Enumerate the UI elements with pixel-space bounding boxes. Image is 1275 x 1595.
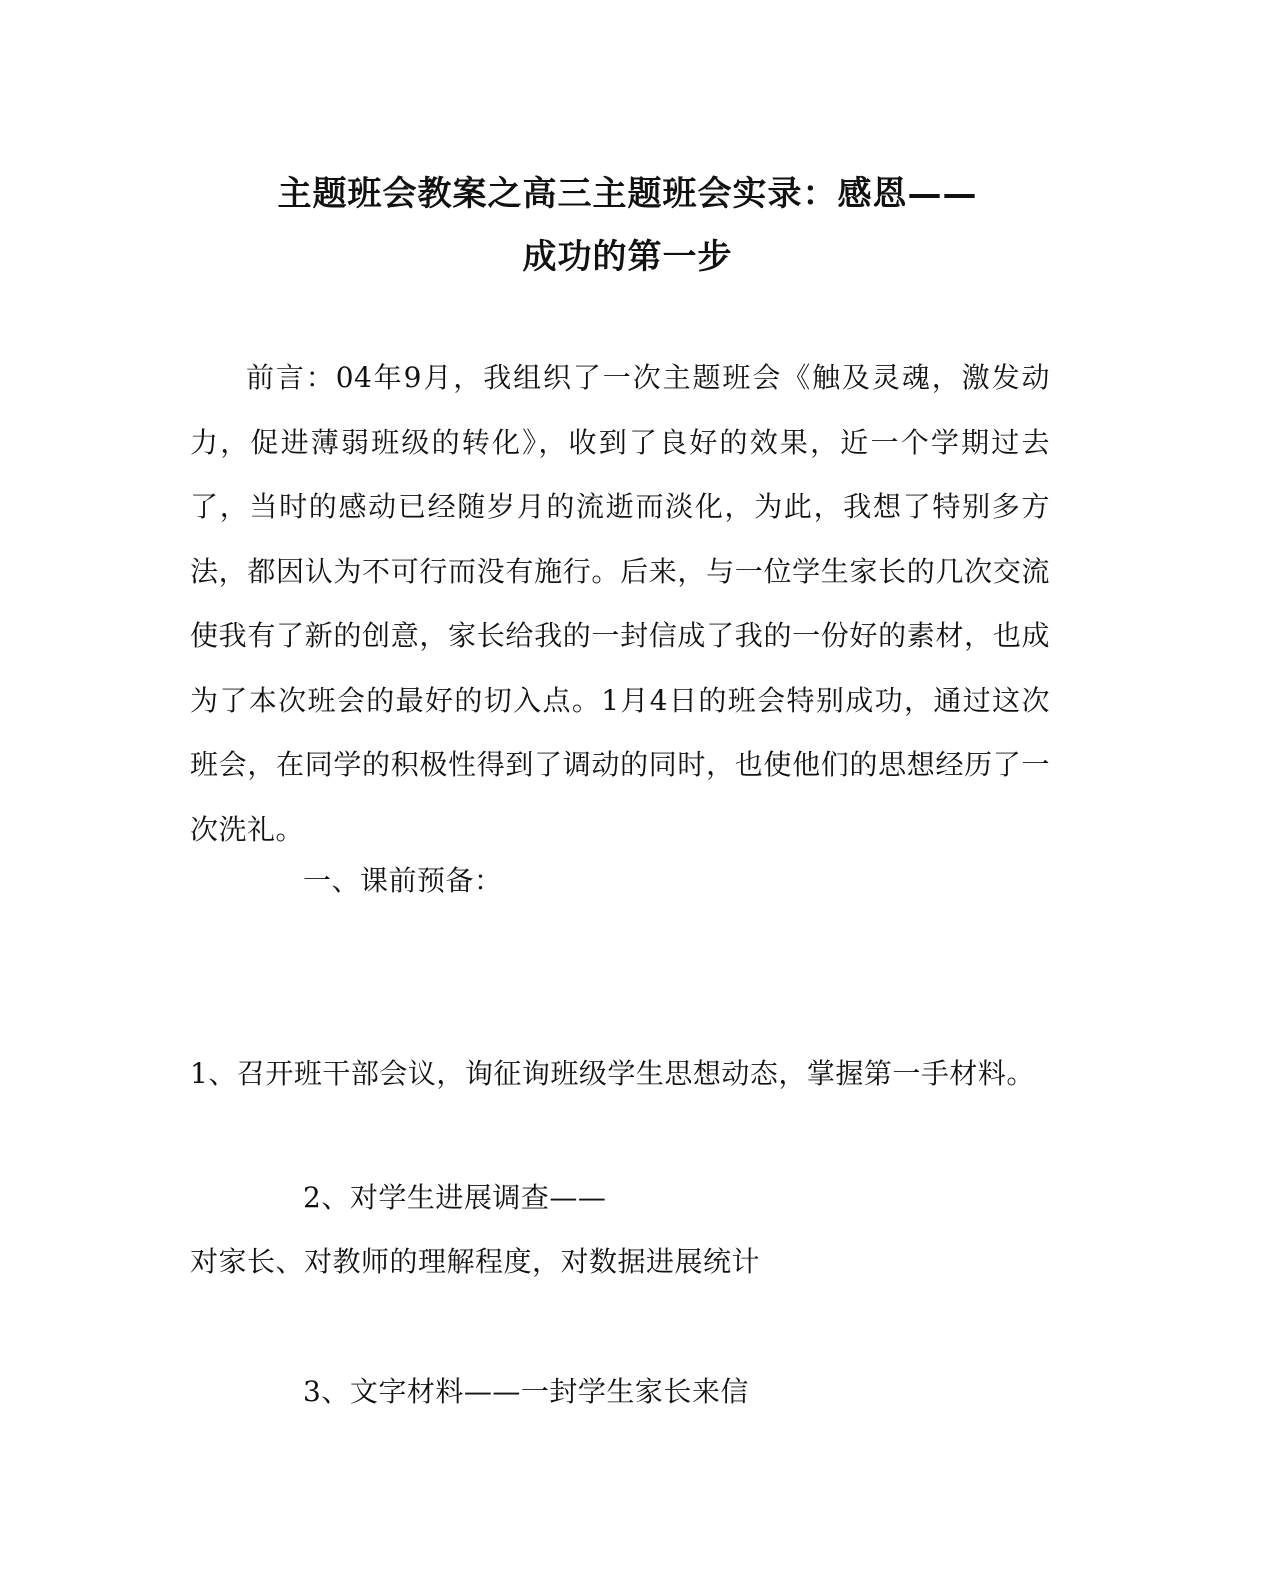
section-heading-preparation: 一、课前预备：: [303, 864, 503, 897]
list-item-2-continuation: 对家长、对教师的理解程度，对数据进展统计: [190, 1245, 761, 1278]
list-item-3: 3、文字材料——一封学生家长来信: [303, 1375, 749, 1408]
document-title-line-2: 成功的第一步: [522, 237, 733, 277]
list-item-1: 1、召开班干部会议，询征询班级学生思想动态，掌握第一手材料。: [190, 1057, 1035, 1090]
intro-paragraph: 前言：04年9月，我组织了一次主题班会《触及灵魂，激发动力，促进薄弱班级的转化》，收到了良好的效果，近一个学期过去了，当时的感动已经随岁月的流逝而淡化，为此，我想了特别多方法，都因认为不可行而没有施行。后来，与一位学生家长的几次交流使我有了新的创意，家长给我的一封信成了我的一份好的素材，也成为了本次班会的最好的切入点。1月4日的班会特别成功，通过这次班会，在同学的积极性得到了调动的同时，也使他们的思想经历了一次洗礼。: [190, 361, 1050, 846]
list-item-2: 2、对学生进展调查——: [303, 1181, 607, 1214]
document-title-line-1: 主题班会教案之高三主题班会实录：感恩——: [277, 174, 978, 214]
